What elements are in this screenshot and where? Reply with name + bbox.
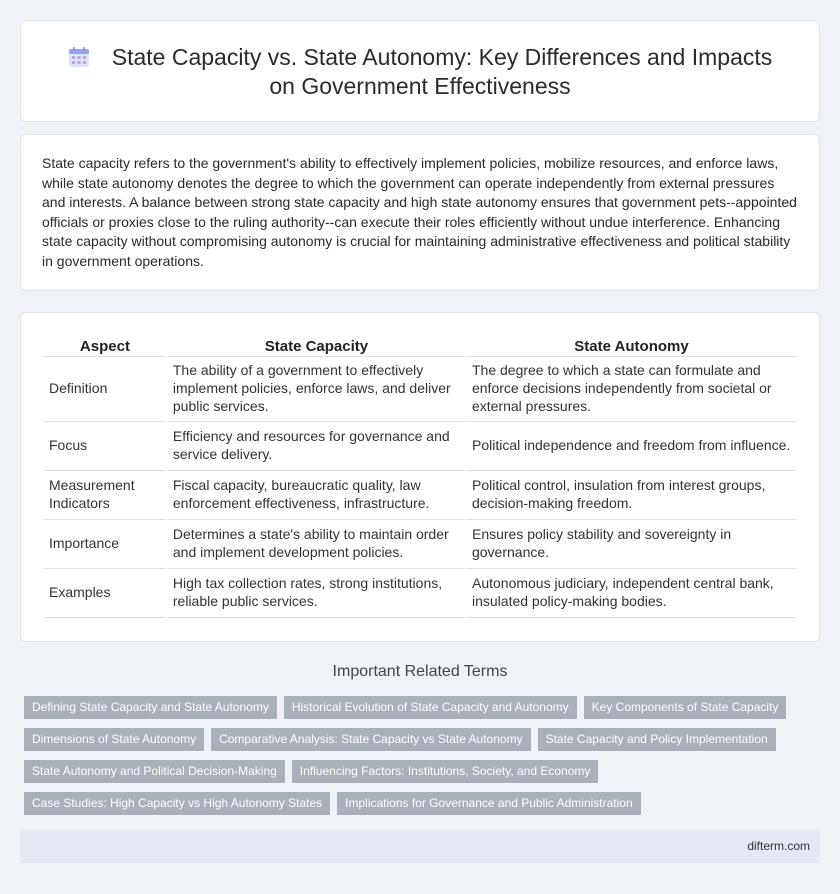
autonomy-cell: Political independence and freedom from influence. bbox=[467, 422, 796, 471]
tag-row bbox=[24, 696, 824, 719]
page-title-wrap bbox=[61, 43, 779, 101]
aspect-cell: Importance bbox=[44, 520, 166, 569]
related-terms-list bbox=[24, 696, 824, 824]
tag-row bbox=[24, 792, 824, 815]
autonomy-cell: Political control, insulation from interest groups, decision-making freedom. bbox=[467, 471, 796, 520]
header-state-capacity: State Capacity bbox=[168, 333, 465, 357]
autonomy-cell: Ensures policy stability and sovereignty in governance. bbox=[467, 520, 796, 569]
calendar-icon bbox=[68, 46, 90, 68]
aspect-cell: Examples bbox=[44, 569, 166, 618]
related-term-link[interactable]: Dimensions of State Autonomy bbox=[24, 728, 204, 751]
table-row bbox=[44, 569, 796, 618]
footer bbox=[20, 830, 820, 863]
tag-row bbox=[24, 728, 824, 751]
related-term-link[interactable]: Key Components of State Capacity bbox=[584, 696, 787, 719]
related-term-link[interactable]: Influencing Factors: Institutions, Society, and Economy bbox=[292, 760, 599, 783]
capacity-cell: Efficiency and resources for governance and service delivery. bbox=[168, 422, 465, 471]
table-row bbox=[44, 357, 796, 422]
page-title: State Capacity vs. State Autonomy: Key Differences and Impacts on Government Effectiveness bbox=[111, 44, 773, 99]
comparison-table-card bbox=[20, 312, 820, 642]
table-row bbox=[44, 422, 796, 471]
autonomy-cell: Autonomous judiciary, independent central bank, insulated policy-making bodies. bbox=[467, 569, 796, 618]
capacity-cell: Determines a state's ability to maintain order and implement development policies. bbox=[168, 520, 465, 569]
capacity-cell: The ability of a government to effectively implement policies, enforce laws, and deliver public services. bbox=[168, 357, 465, 422]
aspect-cell: Measurement Indicators bbox=[44, 471, 166, 520]
capacity-cell: Fiscal capacity, bureaucratic quality, law enforcement effectiveness, infrastructure. bbox=[168, 471, 465, 520]
aspect-cell: Focus bbox=[44, 422, 166, 471]
header-aspect: Aspect bbox=[44, 333, 166, 357]
table-header-row bbox=[44, 333, 796, 357]
header-state-autonomy: State Autonomy bbox=[467, 333, 796, 357]
capacity-cell: High tax collection rates, strong institutions, reliable public services. bbox=[168, 569, 465, 618]
related-term-link[interactable]: State Autonomy and Political Decision-Making bbox=[24, 760, 285, 783]
intro-card bbox=[20, 134, 820, 291]
intro-text: State capacity refers to the government's ability to effectively implement policies, mobilize resources, and enforce laws, while state autonomy denotes the degree to which the government can operate independently from external pressures and interests. A balance between strong state capacity and high state autonomy ensures that government pets--appointed officials or proxies close to the ruling authority--can execute their roles efficiently without undue interference. Enhancing state capacity without compromising autonomy is crucial for maintaining administrative effectiveness and political stability in government operations. bbox=[42, 155, 797, 269]
related-term-link[interactable]: State Capacity and Policy Implementation bbox=[538, 728, 776, 751]
aspect-cell: Definition bbox=[44, 357, 166, 422]
related-term-link[interactable]: Defining State Capacity and State Autonomy bbox=[24, 696, 277, 719]
table-row bbox=[44, 471, 796, 520]
related-term-link[interactable]: Case Studies: High Capacity vs High Autonomy States bbox=[24, 792, 330, 815]
related-term-link[interactable]: Comparative Analysis: State Capacity vs State Autonomy bbox=[211, 728, 530, 751]
autonomy-cell: The degree to which a state can formulate and enforce decisions independently from societal or external pressures. bbox=[467, 357, 796, 422]
related-term-link[interactable]: Historical Evolution of State Capacity and Autonomy bbox=[284, 696, 577, 719]
related-terms-heading: Important Related Terms bbox=[332, 663, 508, 680]
footer-brand-link[interactable]: difterm.com bbox=[747, 839, 810, 853]
tag-row bbox=[24, 760, 824, 783]
comparison-table bbox=[42, 333, 798, 618]
table-row bbox=[44, 520, 796, 569]
header-card bbox=[20, 20, 820, 122]
related-term-link[interactable]: Implications for Governance and Public Administration bbox=[337, 792, 640, 815]
